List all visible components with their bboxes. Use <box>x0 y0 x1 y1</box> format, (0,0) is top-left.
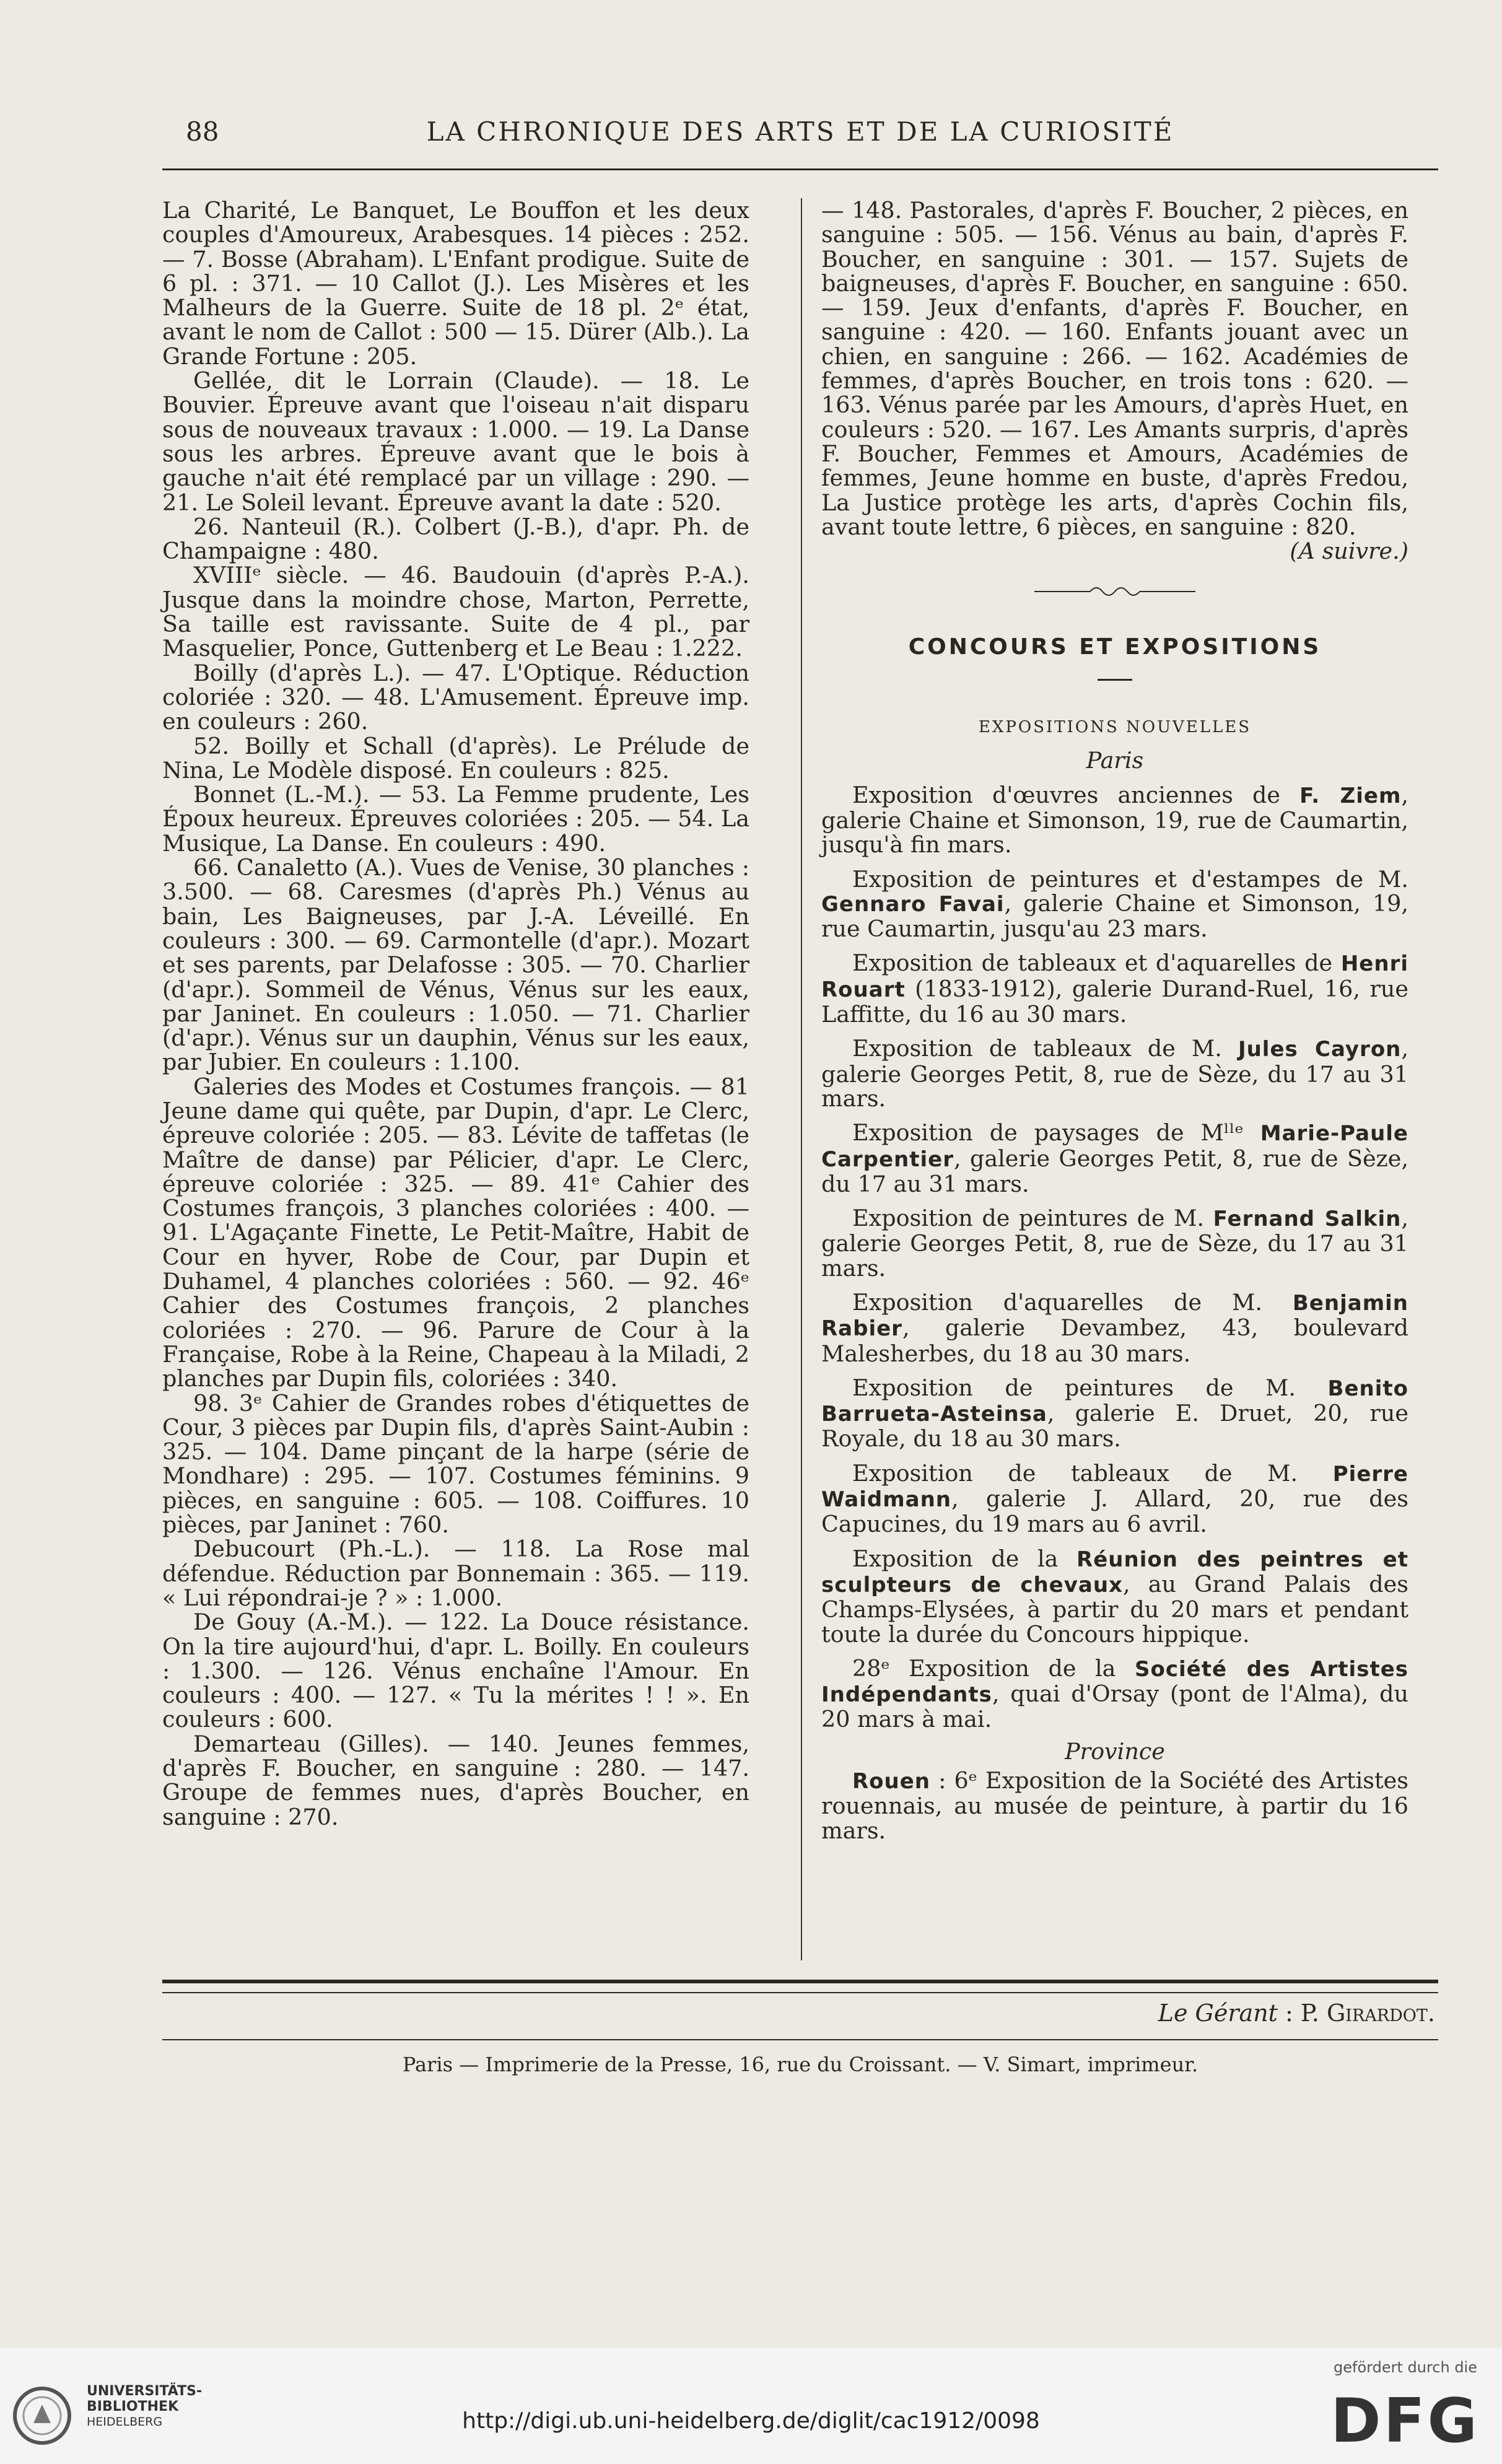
paragraph: 66. Canaletto (A.). Vues de Venise, 30 planches : 3.500. — 68. Caresmes (d'après Ph.) Vénus au bain, Les Baigneuses, par J.-A. Léveillé. En couleurs : 300. — 69. Carmontelle (d'apr.). Mozart et ses parents, par Delafosse : 305. — 70. Charlier (d'apr.). Sommeil de Vénus, Vénus sur les eaux, par Janinet. En couleurs : 1.050. — 71. Charlier (d'apr.). Vénus sur un dauphin, Vénus sur les eaux, par Jubier. En couleurs : 1.100. <box>162 854 749 1076</box>
exhibition-details: (1833-1912), galerie Durand-Ruel, 16, rue Laffitte, du 16 au 30 mars. <box>821 975 1408 1028</box>
exhibition-intro: Exposition d'aquarelles de M. <box>852 1288 1293 1316</box>
flourish-icon <box>1034 582 1195 601</box>
exhibition-details: , quai d'Orsay (pont de l'Alma), du 20 mars à mai. <box>821 1680 1408 1733</box>
exhibition-artist: Société des Artistes Indépendants <box>821 1656 1408 1708</box>
exhibition-intro: 28ᵉ Exposition de la <box>852 1654 1135 1682</box>
exhibition-artist: Marie-Paule Carpentier <box>821 1121 1408 1172</box>
column-divider <box>801 198 802 1960</box>
to-be-continued: (A suivre.) <box>1290 538 1408 565</box>
exhibition-intro: Exposition de peintures et d'estampes de M. <box>852 865 1408 893</box>
imprint-rule <box>162 2039 1438 2040</box>
exhibition-entry <box>821 1290 1408 1366</box>
paragraph: XVIIIᵉ siècle. — 46. Baudouin (d'après P.-A.). Jusque dans la moindre chose, Marton, Perrette, Sa taille est ravissante. Suite de 4 pl., par Masquelier, Ponce, Guttenberg et Le Beau : 1.222. <box>162 562 749 662</box>
exhibition-intro: Exposition de la <box>852 1545 1077 1572</box>
page-number: 88 <box>186 116 219 147</box>
place-heading-paris: Paris <box>1086 747 1144 774</box>
exhibition-city: Rouen <box>852 1769 931 1794</box>
exhibition-artist: Jules Cayron <box>1238 1037 1402 1062</box>
exhibition-entry <box>821 1036 1408 1111</box>
exhibition-details: , galerie E. Druet, 20, rue Royale, du 18 au 30 mars. <box>821 1400 1408 1453</box>
exhibition-artist: F. Ziem <box>1299 783 1402 808</box>
exhibition-intro: Exposition de tableaux de M. <box>852 1035 1238 1062</box>
exhibition-entry <box>821 1376 1408 1451</box>
paragraph: Demarteau (Gilles). — 140. Jeunes femmes, d'après F. Boucher, en sanguine : 280. — 147. Groupe de femmes nues, d'après Boucher, en sanguine : 270. <box>162 1730 749 1830</box>
exhibition-artist: Benito Barrueta-Asteinsa <box>821 1376 1408 1427</box>
exhibition-details: , au Grand Palais des Champs-Elysées, à partir du 20 mars et pendant toute la durée du Concours hippique. <box>821 1570 1408 1648</box>
exhibition-artist: Réunion des peintres et sculpteurs de chevaux <box>821 1547 1408 1597</box>
place-heading-province: Province <box>1065 1737 1165 1765</box>
exhibition-details: , galerie Georges Petit, 8, rue de Sèze, du 17 au 31 mars. <box>821 1205 1408 1282</box>
section-title: CONCOURS ET EXPOSITIONS <box>908 634 1322 660</box>
paragraph: La Charité, Le Banquet, Le Bouffon et les deux couples d'Amoureux, Arabesques. 14 pièces : 252. — 7. Bosse (Abraham). L'Enfant prodigue. Suite de 6 pl. : 371. — 10 Callot (J.). Les Misères et les Malheurs de la Guerre. Suite de 18 pl. 2ᵉ état, avant le nom de Callot : 500 — 15. Dürer (Alb.). La Grande Fortune : 205. <box>162 197 749 370</box>
footer-double-rule <box>162 1980 1438 1993</box>
source-url-link[interactable]: http://digi.ub.uni-heidelberg.de/diglit/cac1912/0098 <box>462 2408 1040 2434</box>
exhibition-details: , galerie J. Allard, 20, rue des Capucines, du 19 mars au 6 avril. <box>821 1485 1408 1538</box>
paragraph: Bonnet (L.-M.). — 53. La Femme prudente, Les Époux heureux. Épreuves coloriées : 205. — 54. La Musique, La Danse. En couleurs : 490. <box>162 781 749 857</box>
exhibition-details: , galerie Chaine et Simonson, 19, rue Caumartin, jusqu'au 23 mars. <box>821 889 1408 943</box>
exhibition-artist: Benjamin Rabier <box>821 1290 1408 1342</box>
exhibition-artist: Henri Rouart <box>821 951 1408 1002</box>
exhibition-artist: Pierre Waidmann <box>821 1461 1408 1513</box>
left-column <box>162 198 749 1829</box>
running-title: LA CHRONIQUE DES ARTS ET DE LA CURIOSITÉ <box>426 116 1174 147</box>
ornament-divider <box>821 582 1408 606</box>
exhibition-entry <box>821 1547 1408 1646</box>
exhibition-intro: Exposition de peintures de M. <box>852 1205 1213 1232</box>
exhibition-entry <box>821 1768 1408 1843</box>
right-column <box>821 198 1408 1843</box>
imprint: Paris — Imprimerie de la Presse, 16, rue du Croissant. — V. Simart, imprimeur. <box>402 2053 1199 2076</box>
exhibition-details: : 6ᵉ Exposition de la Société des Artistes rouennais, au musée de peinture, à partir du 16 mars. <box>821 1767 1408 1844</box>
continuation-paragraph: — 148. Pastorales, d'après F. Boucher, 2 pièces, en sanguine : 505. — 156. Vénus au bain, d'après F. Boucher, en sanguine : 301. — 157. Sujets de baigneuses, d'après F. Boucher, en sanguine : 650. — 159. Jeux d'enfants, d'après F. Boucher, en sanguine : 420. — 160. Enfants jouant avec un chien, en sanguine : 266. — 162. Académies de femmes, d'après Boucher, en trois tons : 620. — 163. Vénus parée par les Amours, d'après Huet, en couleurs : 520. — 167. Les Amants surpris, d'après F. Boucher, Femmes et Amours, Académies de femmes, Jeune homme en buste, d'après Fredou, La Justice protège les arts, d'après Cochin fils, avant toute lettre, 6 pièces, en sanguine : 820. <box>821 197 1408 540</box>
exhibition-artist: Gennaro Favai <box>821 891 1005 917</box>
exhibition-intro: Exposition d'œuvres anciennes de <box>852 781 1300 808</box>
exhibition-details: , galerie Georges Petit, 8, rue de Sèze, du 17 au 31 mars. <box>821 1145 1408 1197</box>
exhibition-entry <box>821 867 1408 941</box>
header-rule <box>162 168 1438 170</box>
funding-note: gefördert durch die <box>1334 2359 1477 2376</box>
paragraph: Gellée, dit le Lorrain (Claude). — 18. Le Bouvier. Épreuve avant que l'oiseau n'ait disparu sous de nouveaux travaux : 1.000. — 19. La Danse sous les arbres. Épreuve avant que le bois à gauche n'ait été remplacé par un village : 290. — 21. Le Soleil levant. Épreuve avant la date : 520. <box>162 367 749 516</box>
paragraph: 98. 3ᵉ Cahier de Grandes robes d'étiquettes de Cour, 3 pièces par Dupin fils, d'après Saint-Aubin : 325. — 104. Dame pinçant de la harpe (série de Mondhare) : 295. — 107. Costumes féminins. 9 pièces, en sanguine : 605. — 108. Coiffures. 10 pièces, par Janinet : 760. <box>162 1389 749 1539</box>
page-header <box>162 116 1438 160</box>
subsection-title: EXPOSITIONS NOUVELLES <box>978 718 1252 737</box>
exhibition-entry <box>821 1206 1408 1280</box>
exhibition-entry <box>821 1461 1408 1537</box>
digitization-footer <box>0 2348 1502 2464</box>
paragraph: 26. Nanteuil (R.). Colbert (J.-B.), d'apr. Ph. de Champaigne : 480. <box>162 513 749 565</box>
exhibition-details: , galerie Chaine et Simonson, 19, rue de Caumartin, jusqu'à fin mars. <box>821 781 1409 858</box>
paragraph: Debucourt (Ph.-L.). — 118. La Rose mal défendue. Réduction par Bonnemain : 365. — 119. « Lui répondrai-je ? » : 1.000. <box>162 1536 749 1611</box>
exhibition-entry <box>821 1656 1408 1732</box>
exhibition-intro: Exposition de peintures de M. <box>852 1374 1328 1401</box>
paragraph: Boilly (d'après L.). — 47. L'Optique. Réduction coloriée : 320. — 48. L'Amusement. Épreuve imp. en couleurs : 260. <box>162 659 749 735</box>
exhibitions-list <box>821 783 1408 1732</box>
exhibition-details: , galerie Devambez, 43, boulevard Malesherbes, du 18 au 30 mars. <box>821 1314 1408 1367</box>
exhibition-entry <box>821 1121 1408 1196</box>
exhibition-entry <box>821 951 1408 1026</box>
dfg-logo: DFG <box>1330 2386 1480 2457</box>
exhibition-intro: Exposition de tableaux et d'aquarelles de <box>852 950 1341 977</box>
exhibition-intro: Exposition de paysages de Mˡˡᵉ <box>852 1119 1260 1147</box>
signature-label: Le Gérant <box>1158 1999 1278 2027</box>
signature: Le Gérant : P. Girardot. <box>1158 1999 1435 2027</box>
exhibition-entry <box>821 783 1408 857</box>
paragraph: 52. Boilly et Schall (d'après). Le Prélude de Nina, Le Modèle disposé. En couleurs : 825. <box>162 732 749 784</box>
exhibition-artist: Fernand Salkin <box>1213 1207 1402 1232</box>
paragraph: Galeries des Modes et Costumes françois. — 81 Jeune dame qui quête, par Dupin, d'apr. Le Clerc, épreuve coloriée : 205. — 83. Lévite de taffetas (le Maître de danse) par Pélicier, d'apr. Le Clerc, épreuve coloriée : 325. — 89. 41ᵉ Cahier des Costumes françois, 3 planches coloriées : 400. — 91. L'Agaçante Finette, Le Petit-Maître, Habit de Cour en hyver, Robe de Cour, par Dupin et Duhamel, 4 planches coloriées : 560. — 92. 46ᵉ Cahier des Costumes françois, 2 planches coloriées : 270. — 96. Parure de Cour à la Française, Robe à la Reine, Chapeau à la Miladi, 2 planches par Dupin fils, coloriées : 340. <box>162 1073 749 1392</box>
short-rule <box>1098 679 1132 681</box>
exhibition-details: , galerie Georges Petit, 8, rue de Sèze, du 17 au 31 mars. <box>821 1035 1408 1112</box>
library-name: UNIVERSITÄTS- BIBLIOTHEK HEIDELBERG <box>87 2383 203 2429</box>
signature-name: P. Girardot. <box>1300 1999 1435 2027</box>
paragraph: De Gouy (A.-M.). — 122. La Douce résistance. On la tire aujourd'hui, d'apr. L. Boilly. En couleurs : 1.300. — 126. Vénus enchaîne l'Amour. En couleurs : 400. — 127. « Tu la mérites ! ! ». En couleurs : 600. <box>162 1609 749 1733</box>
exhibition-intro: Exposition de tableaux de M. <box>852 1459 1333 1487</box>
